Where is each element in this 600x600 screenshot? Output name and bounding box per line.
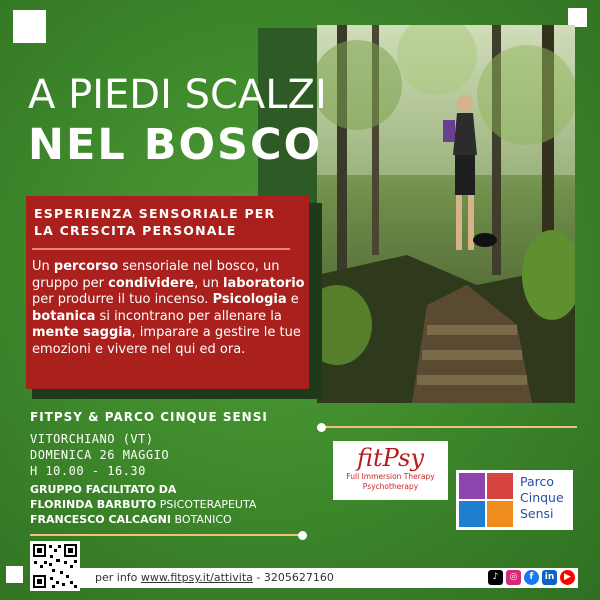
hand-icon [487, 501, 513, 527]
parco-line-2: Cinque [520, 490, 564, 505]
desc-bold-mente-saggia: mente saggia [32, 325, 132, 340]
desc-bold-percorso: percorso [53, 259, 119, 274]
instagram-icon[interactable]: ◎ [506, 570, 521, 585]
footer-text [95, 571, 334, 584]
facebook-icon[interactable]: f [524, 570, 539, 585]
event-location: VITORCHIANO (VT) [30, 432, 154, 446]
fitpsy-logo [333, 441, 448, 500]
desc-part-6: si incontrano per allenare la [95, 308, 282, 324]
fitpsy-logo-subtitle-2: Psychotherapy [362, 482, 419, 491]
parco-cinque-sensi-logo [456, 470, 573, 530]
event-divider-dot [317, 423, 326, 432]
footer-link[interactable]: www.fitpsy.it/attivita [140, 571, 253, 584]
desc-bold-laboratorio: laboratorio [222, 275, 305, 291]
fitpsy-logo-mark: fitPsy [356, 444, 425, 472]
event-details [30, 431, 169, 479]
facilitators-heading: GRUPPO FACILITATO DA [30, 483, 177, 496]
facilitator-2-name: FRANCESCO CALCAGNI [30, 513, 171, 526]
title-line-1: A PIEDI SCALZI [28, 72, 327, 118]
desc-bold-botanica: botanica [32, 308, 96, 324]
desc-bold-psicologia: Psicologia [212, 292, 287, 307]
fitpsy-logo-subtitle-1: Full Immersion Therapy [346, 472, 435, 481]
event-date: DOMENICA 26 MAGGIO [30, 448, 170, 462]
tiktok-icon[interactable]: ♪ [488, 570, 503, 585]
desc-part-2: sensoriale nel bosco, un gruppo per [32, 259, 280, 291]
facilitator-1-name: FLORINDA BARBUTO [30, 498, 157, 511]
desc-part-1: Un [32, 259, 54, 274]
footer-bar [30, 568, 578, 588]
footer-phone: - 3205627160 [252, 571, 334, 584]
event-time: H 10.00 - 16.30 [30, 464, 146, 478]
facilitator-1-role: PSICOTERAPEUTA [156, 498, 257, 511]
youtube-icon[interactable]: ▶ [560, 570, 575, 585]
desc-part-7: , imparare a gestire le tue emozioni e vivere nel qui ed ora. [32, 325, 301, 357]
parco-logo-text [520, 474, 564, 522]
qr-code [30, 541, 80, 591]
parco-logo-tiles [459, 473, 513, 527]
organizers: FITPSY & PARCO CINQUE SENSI [30, 410, 268, 424]
info-box-heading [34, 205, 304, 239]
desc-bold-condividere: condividere [108, 275, 195, 291]
mouth-icon [487, 473, 513, 499]
desc-part-3: , un [194, 275, 223, 291]
forest-photo-drawing [317, 25, 575, 403]
linkedin-icon[interactable]: in [542, 570, 557, 585]
social-icons [488, 570, 575, 585]
desc-part-5: e [286, 292, 299, 307]
parco-line-1: Parco [520, 474, 555, 489]
event-divider-line [317, 426, 577, 428]
heading-line-2: LA CRESCITA PERSONALE [34, 223, 237, 238]
parco-line-3: Sensi [520, 506, 554, 521]
eye-icon [459, 473, 485, 499]
info-box [26, 196, 309, 389]
bottom-divider-line [30, 534, 302, 536]
facilitators [30, 482, 256, 527]
forest-photo [317, 25, 575, 403]
corner-square-bottom-left [6, 566, 23, 583]
corner-square-top-left [13, 10, 46, 43]
qr-code-drawing [30, 541, 80, 591]
info-box-divider [32, 248, 290, 250]
heading-line-1: ESPERIENZA SENSORIALE PER [34, 206, 276, 221]
title-line-2: NEL BOSCO [28, 120, 323, 170]
desc-part-4: per produrre il tuo incenso. [32, 292, 213, 307]
bottom-divider-dot [298, 531, 307, 540]
ear-icon [459, 501, 485, 527]
footer-prefix: per info [95, 571, 141, 584]
info-box-description [32, 259, 307, 358]
facilitator-2-role: BOTANICO [170, 513, 232, 526]
